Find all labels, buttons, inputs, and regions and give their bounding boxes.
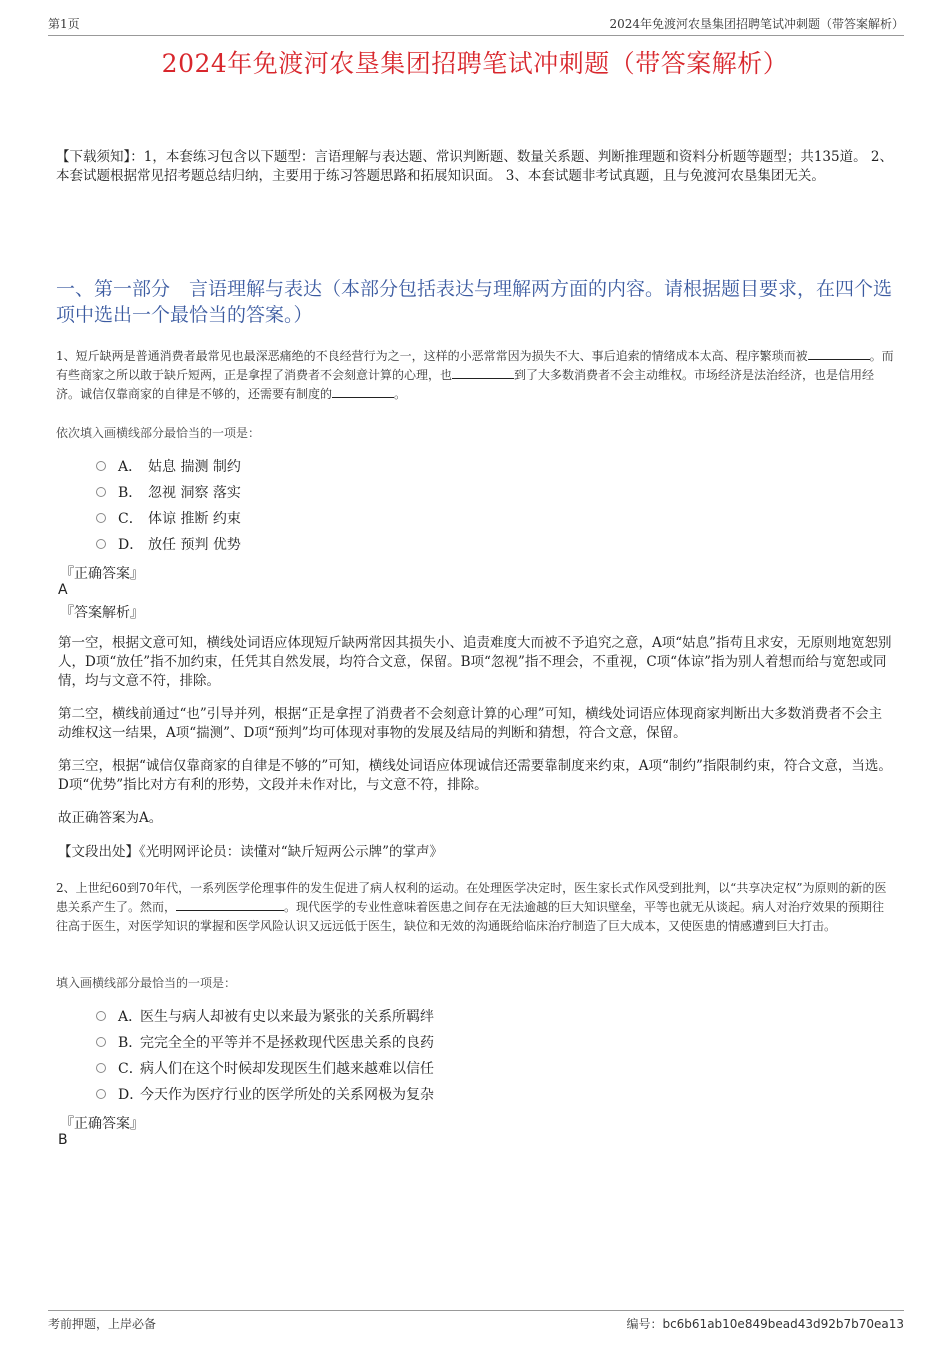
document-title: 2024年免渡河农垦集团招聘笔试冲刺题（带答案解析） bbox=[161, 49, 789, 78]
radio-icon[interactable] bbox=[96, 539, 106, 549]
analysis-label: 『答案解析』 bbox=[60, 605, 144, 621]
blank-line bbox=[176, 898, 284, 911]
radio-icon[interactable] bbox=[96, 1089, 106, 1099]
radio-icon[interactable] bbox=[96, 1063, 106, 1073]
page-header bbox=[48, 12, 904, 36]
blank-line bbox=[808, 347, 870, 360]
answer-label: 『正确答案』 bbox=[60, 1116, 144, 1132]
option-a[interactable]: A． 姑息 揣测 制约 bbox=[96, 453, 241, 479]
header-doc-title: 2024年免渡河农垦集团招聘笔试冲刺题（带答案解析） bbox=[609, 17, 904, 31]
page-number: 第1页 bbox=[48, 17, 80, 31]
analysis-conclusion: 故正确答案为A。 bbox=[58, 810, 163, 826]
blank-line bbox=[332, 385, 394, 398]
radio-icon[interactable] bbox=[96, 513, 106, 523]
answer-value: B bbox=[58, 1132, 68, 1148]
option-d[interactable]: D． 放任 预判 优势 bbox=[96, 531, 241, 557]
option-c[interactable]: C． 体谅 推断 约束 bbox=[96, 505, 241, 531]
option-c[interactable]: C． 病人们在这个时候却发现医生们越来越难以信任 bbox=[96, 1055, 434, 1081]
analysis-paragraph: 第三空，根据“诚信仅靠商家的自律是不够的”可知，横线处词语应体现诚信还需要靠制度来约束，A项“制约”指限制约束，符合文意，当选。D项“优势”指比对方有利的形势，文段并未作对比，与文意不符，排除。 bbox=[58, 758, 892, 793]
section-heading: 一、第一部分 言语理解与表达（本部分包括表达与理解两方面的内容。请根据题目要求，在四个选项中选出一个最恰当的答案。） bbox=[56, 278, 893, 326]
analysis-paragraph: 第二空，横线前通过“也”引导并列，根据“正是拿捏了消费者不会刻意计算的心理”可知，横线处词语应体现商家判断出大多数消费者不会主动维权这一结果，A项“揣测”、D项“预判”均可体现对事物的发展及结局的判断和猜想，符合文意，保留。 bbox=[58, 706, 883, 741]
question-1-text: 1、短斤缺两是普通消费者最常见也最深恶痛绝的不良经营行为之一，这样的小恶常常因为损失不大、事后追索的情绪成本太高、程序繁琐而被 。而有些商家之所以敢于缺斤短两，正是拿捏了消费者不会刻意计算的心理，也 到了大多数消费者不会主动维权。市场经济是法治经济，也是信用经济。诚信仅靠商家的自律是不够的，还需要有制度的 。 bbox=[56, 349, 894, 401]
radio-icon[interactable] bbox=[96, 487, 106, 497]
radio-icon[interactable] bbox=[96, 1037, 106, 1047]
question-2-text: 2、上世纪60到70年代，一系列医学伦理事件的发生促进了病人权利的运动。在处理医学决定时，医生家长式作风受到批判，以“共享决定权”为原则的新的医患关系产生了。然而， 。现代医学的专业性意味着医患之间存在无法逾越的巨大知识壁垒，平等也就无从谈起。病人对治疗效果的预期往往高于医生，对医学知识的掌握和医学风险认识又远远低于医生，缺位和无效的沟通既给临床治疗制造了巨大成本，又使医患的情感遭到巨大打击。 bbox=[56, 881, 887, 933]
page-footer bbox=[48, 1310, 904, 1332]
footer-code: 编号：bc6b61ab10e849bead43d92b7b70ea13 bbox=[626, 1317, 904, 1331]
answer-value: A bbox=[58, 582, 68, 598]
option-a[interactable]: A． 医生与病人却被有史以来最为紧张的关系所羁绊 bbox=[96, 1003, 434, 1029]
analysis-paragraph: 第一空，根据文意可知，横线处词语应体现短斤缺两常因其损失小、追责难度大而被不予追究之意，A项“姑息”指苟且求安，无原则地宽恕别人，D项“放任”指不加约束，任凭其自然发展，均符合文意，保留。B项“忽视”指不理会，不重视，C项“体谅”指为别人着想而给与宽恕或同情，均与文意不符，排除。 bbox=[58, 635, 892, 689]
footer-slogan: 考前押题，上岸必备 bbox=[48, 1317, 157, 1331]
download-notice: 【下载须知】：1，本套练习包含以下题型：言语理解与表达题、常识判断题、数量关系题、判断推理题和资料分析题等题型；共135道。 2、本套试题根据常见招考题总结归纳，主要用于练习答题思路和拓展知识面。 3、本套试题非考试真题，且与免渡河农垦集团无关。 bbox=[56, 149, 893, 184]
question-2-options bbox=[96, 1003, 434, 1107]
blank-line bbox=[452, 366, 514, 379]
option-b[interactable]: B． 忽视 洞察 落实 bbox=[96, 479, 241, 505]
question-1-prompt: 依次填入画横线部分最恰当的一项是： bbox=[56, 426, 261, 440]
question-2-prompt: 填入画横线部分最恰当的一项是： bbox=[56, 976, 237, 990]
option-b[interactable]: B． 完完全全的平等并不是拯救现代医患关系的良药 bbox=[96, 1029, 434, 1055]
source-citation: 【文段出处】《光明网评论员：读懂对“缺斤短两公示牌”的掌声》 bbox=[58, 844, 444, 860]
radio-icon[interactable] bbox=[96, 461, 106, 471]
radio-icon[interactable] bbox=[96, 1011, 106, 1021]
option-d[interactable]: D． 今天作为医疗行业的医学所处的关系网极为复杂 bbox=[96, 1081, 434, 1107]
answer-label: 『正确答案』 bbox=[60, 566, 144, 582]
question-1-options bbox=[96, 453, 241, 557]
